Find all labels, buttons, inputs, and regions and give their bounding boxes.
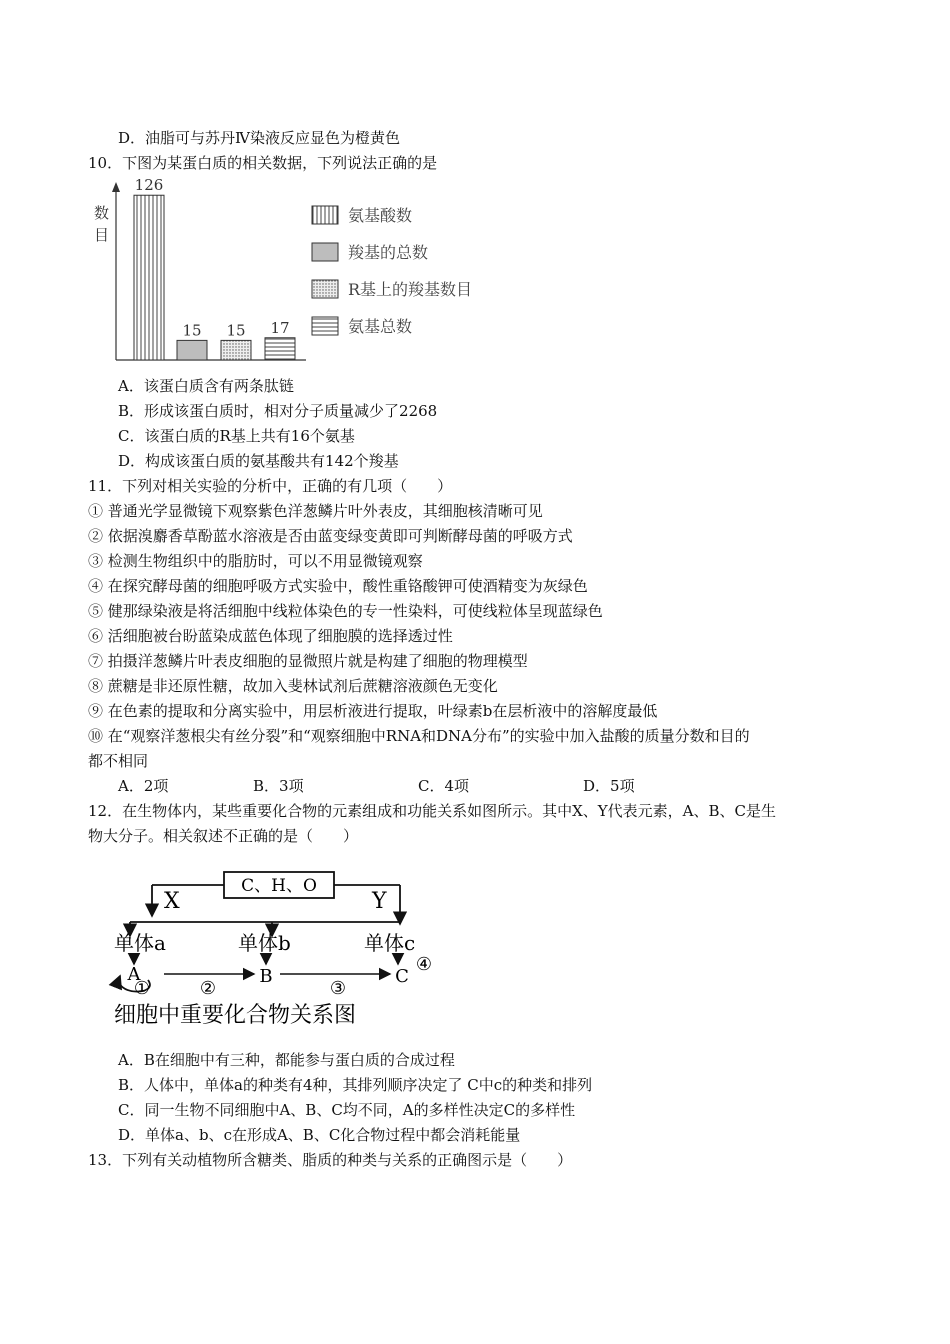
q10-option-d: D．构成该蛋白质的氨基酸共有142个羧基 <box>118 452 399 470</box>
q11-item-7: ⑦ 拍摄洋葱鳞片叶表皮细胞的显微照片就是构建了细胞的物理模型 <box>88 652 528 670</box>
step-4: ④ <box>415 954 433 975</box>
legend-swatch-1 <box>312 206 338 224</box>
q11-item-5: ⑤ 健那绿染液是将活细胞中线粒体染色的专一性染料，可使线粒体呈现蓝绿色 <box>88 602 603 620</box>
legend-swatch-4 <box>312 317 338 335</box>
product-a: A <box>127 964 141 985</box>
q12-option-b: B．人体中，单体a的种类有4种，其排列顺序决定了 C中c的种类和排列 <box>118 1076 593 1094</box>
monomer-a: 单体a <box>114 931 166 955</box>
q12-stem-line2: 物大分子。相关叙述不正确的是（ ） <box>88 827 359 845</box>
step-3: ③ <box>329 978 347 999</box>
q11-option-c: C．4项 <box>418 777 470 795</box>
legend-label-3: R基上的羧基数目 <box>348 280 473 299</box>
elements-box-label: C、H、O <box>241 876 317 896</box>
bar-4 <box>265 338 295 360</box>
bar-3 <box>221 340 251 360</box>
bar-2 <box>177 340 207 360</box>
bar-value-label-2: 15 <box>182 321 202 340</box>
q11-item-9: ⑨ 在色素的提取和分离实验中，用层析液进行提取，叶绿素b在层析液中的溶解度最低 <box>88 702 658 720</box>
q10-option-c: C．该蛋白质的R基上共有16个氨基 <box>118 427 355 445</box>
q11-item-10-cont: 都不相同 <box>88 752 149 770</box>
q12-option-c: C．同一生物不同细胞中A、B、C均不同，A的多样性决定C的多样性 <box>118 1101 576 1119</box>
bar-value-label-1: 126 <box>134 178 164 195</box>
monomer-b: 单体b <box>238 931 291 955</box>
q11-option-d: D．5项 <box>583 777 635 795</box>
q11-option-a: A．2项 <box>118 777 169 795</box>
q11-stem: 11．下列对相关实验的分析中，正确的有几项（ ） <box>88 477 453 495</box>
legend-swatch-3 <box>312 280 338 298</box>
legend-label-4: 氨基总数 <box>348 317 413 336</box>
product-b: B <box>259 966 273 987</box>
legend-swatch-2 <box>312 243 338 261</box>
step-2: ② <box>199 978 217 999</box>
legend-label-1: 氨基酸数 <box>348 206 413 225</box>
y-axis-arrow-icon <box>112 182 120 192</box>
q11-item-2: ② 依据溴麝香草酚蓝水溶液是否由蓝变绿变黄即可判断酵母菌的呼吸方式 <box>88 527 573 545</box>
y-axis-label-1: 数 <box>94 204 110 222</box>
q12-stem-line1: 12．在生物体内，某些重要化合物的元素组成和功能关系如图所示。其中X、Y代表元素，A、B、C是生 <box>88 802 777 820</box>
bar-value-label-4: 17 <box>270 318 290 337</box>
q10-option-a: A．该蛋白质含有两条肽链 <box>118 377 294 395</box>
q11-item-1: ① 普通光学显微镜下观察紫色洋葱鳞片叶外表皮，其细胞核清晰可见 <box>88 502 543 520</box>
y-axis-label-2: 目 <box>94 226 110 244</box>
q11-item-4: ④ 在探究酵母菌的细胞呼吸方式实验中，酸性重铬酸钾可使酒精变为灰绿色 <box>88 577 588 595</box>
q11-item-3: ③ 检测生物组织中的脂肪时，可以不用显微镜观察 <box>88 552 423 570</box>
q13-stem: 13．下列有关动植物所含糖类、脂质的种类与关系的正确图示是（ ） <box>88 1151 573 1169</box>
q11-item-8: ⑧ 蔗糖是非还原性糖，故加入斐林试剂后蔗糖溶液颜色无变化 <box>88 677 498 695</box>
product-c: C <box>395 966 409 987</box>
q10-bar-chart <box>88 178 508 368</box>
q12-diagram <box>108 868 448 1028</box>
legend-label-2: 羧基的总数 <box>348 243 429 262</box>
q11-option-b: B．3项 <box>253 777 304 795</box>
q10-option-b: B．形成该蛋白质时，相对分子质量减少了2268 <box>118 402 438 420</box>
bar-1 <box>134 195 164 360</box>
q9-option-d: D．油脂可与苏丹Ⅳ染液反应显色为橙黄色 <box>118 129 401 147</box>
diagram-caption: 细胞中重要化合物关系图 <box>114 1003 357 1028</box>
q12-option-a: A．B在细胞中有三种，都能参与蛋白质的合成过程 <box>118 1051 455 1069</box>
q12-option-d: D．单体a、b、c在形成A、B、C化合物过程中都会消耗能量 <box>118 1126 521 1144</box>
step-1: ① <box>133 978 151 999</box>
q10-stem: 10．下图为某蛋白质的相关数据，下列说法正确的是 <box>88 154 438 172</box>
y-element-label: Y <box>372 889 387 914</box>
q11-item-10: ⑩ 在“观察洋葱根尖有丝分裂”和“观察细胞中RNA和DNA分布”的实验中加入盐酸的质量分数和目的 <box>88 727 750 745</box>
q11-item-6: ⑥ 活细胞被台盼蓝染成蓝色体现了细胞膜的选择透过性 <box>88 627 453 645</box>
bar-value-label-3: 15 <box>226 321 246 340</box>
monomer-c: 单体c <box>364 931 416 955</box>
x-element-label: X <box>164 889 180 914</box>
